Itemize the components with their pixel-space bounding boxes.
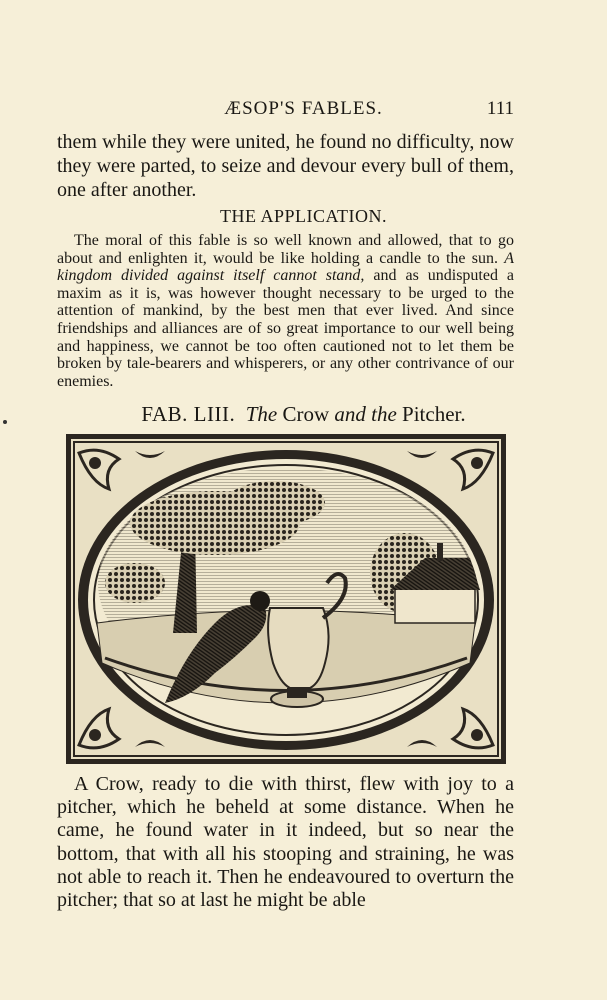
fable-text: A Crow, ready to die with thirst, flew with joy to a pitcher, which he beheld at some distance. When he came, he found water in it indeed, but so near the bottom, that with all his stooping and straining, he was not able to reach it. Then he endeavoured to overturn the pitcher; that so at last he might be able (57, 773, 514, 912)
fable-title-pitcher: Pitcher. (402, 402, 466, 426)
application-paragraph (57, 232, 514, 390)
application-text-2: and as undisputed a maxim as it is, was however thought necessary to be urged to the attention of mankind, by the best men that ever lived. And since friendships and alliances are of so great importance to our well being and happiness, we cannot be too often cautioned not to let them be broken by tale-bearers and whisperers, or any other contrivance of our enemies. (57, 267, 515, 390)
fable-title-the: The (245, 402, 278, 426)
woodcut-illustration (65, 433, 507, 765)
fable-title-crow: Crow (282, 402, 330, 426)
page-header (0, 98, 607, 122)
fable-number: FAB. LIII. (141, 402, 236, 426)
continued-paragraph: them while they were united, he found no difficulty, now they were parted, to seize and devour every bull of them, one after another. (57, 131, 514, 201)
page-number: 111 (486, 98, 514, 119)
fable-paragraph (57, 773, 514, 912)
fable-title-and-the: and the (334, 402, 397, 426)
application-maxim: A kingdom divided against itself cannot stand, (57, 249, 515, 285)
application-heading: THE APPLICATION. (219, 206, 387, 226)
application-text-1: The moral of this fable is so well known and allowed, that to go about and enlighten it, would be like holding a candle to the sun. (57, 232, 514, 267)
fable-title (0, 402, 607, 427)
running-title: ÆSOP'S FABLES. (224, 98, 383, 119)
